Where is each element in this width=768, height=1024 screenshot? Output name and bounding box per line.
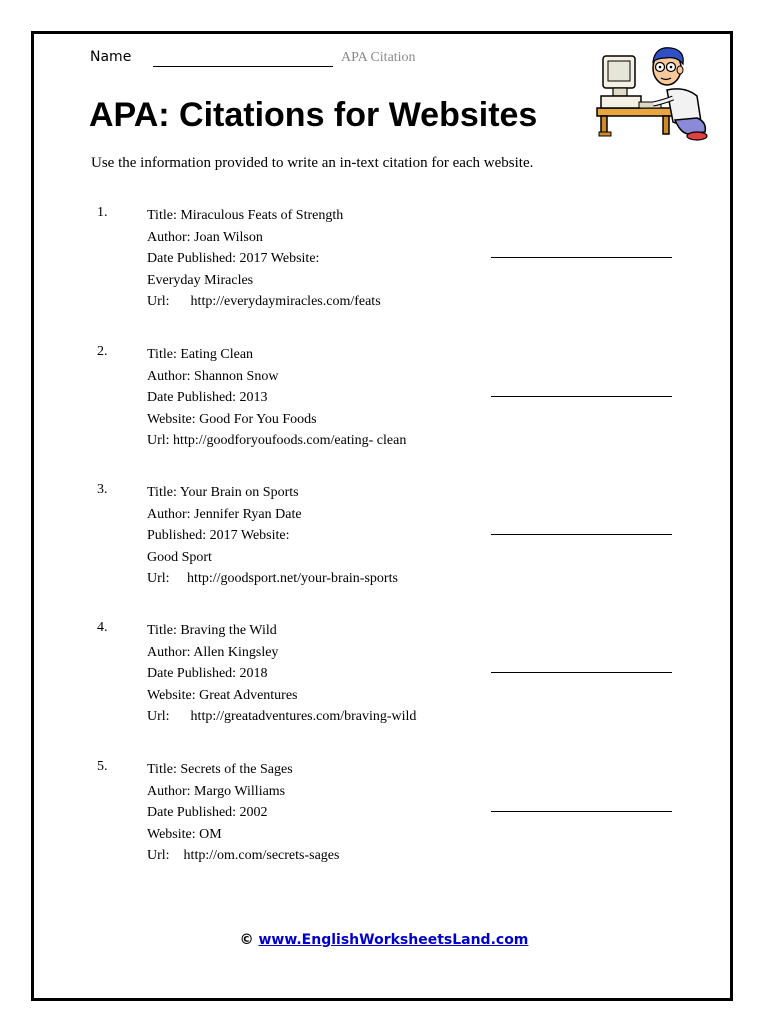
item-title: Title: Eating Clean — [147, 347, 254, 362]
item-details — [147, 620, 416, 728]
name-field-line[interactable] — [153, 66, 333, 67]
item-website: Website: Great Adventures — [147, 687, 298, 703]
item-author: Author: Shannon Snow — [147, 368, 279, 384]
item-title: Title: Your Brain on Sports — [147, 485, 299, 500]
item-details — [147, 205, 381, 313]
item-url: Url: http://goodforyoufoods.com/eating- clean — [147, 433, 407, 448]
item-title: Title: Miraculous Feats of Strength — [147, 208, 344, 223]
item-author: Author: Jennifer Ryan Date — [147, 506, 302, 522]
item-website: Website: OM — [147, 826, 222, 842]
item-author: Author: Margo Williams — [147, 783, 286, 799]
item-author: Author: Joan Wilson — [147, 229, 263, 245]
item-details — [147, 344, 406, 452]
item-details — [147, 482, 398, 590]
footer — [0, 932, 768, 948]
computer-user-clipart-icon — [593, 42, 713, 142]
item-author: Author: Allen Kingsley — [147, 644, 279, 660]
item-number: 2. — [97, 344, 108, 359]
copyright-symbol: © — [239, 932, 254, 948]
item-date: Date Published: 2017 Website: — [147, 251, 320, 266]
page-title: APA: Citations for Websites — [89, 96, 538, 134]
item-website: Everyday Miracles — [147, 272, 254, 288]
item-number: 5. — [97, 759, 108, 774]
item-date: Date Published: 2013 — [147, 390, 268, 405]
item-date: Date Published: 2018 — [147, 666, 268, 681]
website-link[interactable]: www.EnglishWorksheetsLand.com — [258, 932, 529, 948]
name-label: Name — [90, 49, 132, 65]
answer-line[interactable] — [491, 672, 672, 673]
item-url: Url: http://goodsport.net/your-brain-sports — [147, 571, 398, 586]
item-website: Website: Good For You Foods — [147, 411, 317, 427]
item-title: Title: Braving the Wild — [147, 623, 277, 638]
answer-line[interactable] — [491, 811, 672, 812]
answer-line[interactable] — [491, 396, 672, 397]
answer-line[interactable] — [491, 534, 672, 535]
item-details — [147, 759, 339, 867]
item-url: Url: http://greatadventures.com/braving-wild — [147, 709, 417, 724]
item-url: Url: http://everydaymiracles.com/feats — [147, 294, 381, 309]
item-number: 4. — [97, 620, 108, 635]
item-number: 3. — [97, 482, 108, 497]
item-date: Published: 2017 Website: — [147, 528, 290, 543]
item-website: Good Sport — [147, 549, 212, 565]
item-date: Date Published: 2002 — [147, 805, 268, 820]
item-title: Title: Secrets of the Sages — [147, 762, 293, 777]
item-url: Url: http://om.com/secrets-sages — [147, 848, 340, 863]
worksheet-type-label: APA Citation — [341, 50, 416, 65]
instructions-text: Use the information provided to write an in-text citation for each website. — [91, 155, 534, 171]
item-number: 1. — [97, 205, 108, 220]
answer-line[interactable] — [491, 257, 672, 258]
